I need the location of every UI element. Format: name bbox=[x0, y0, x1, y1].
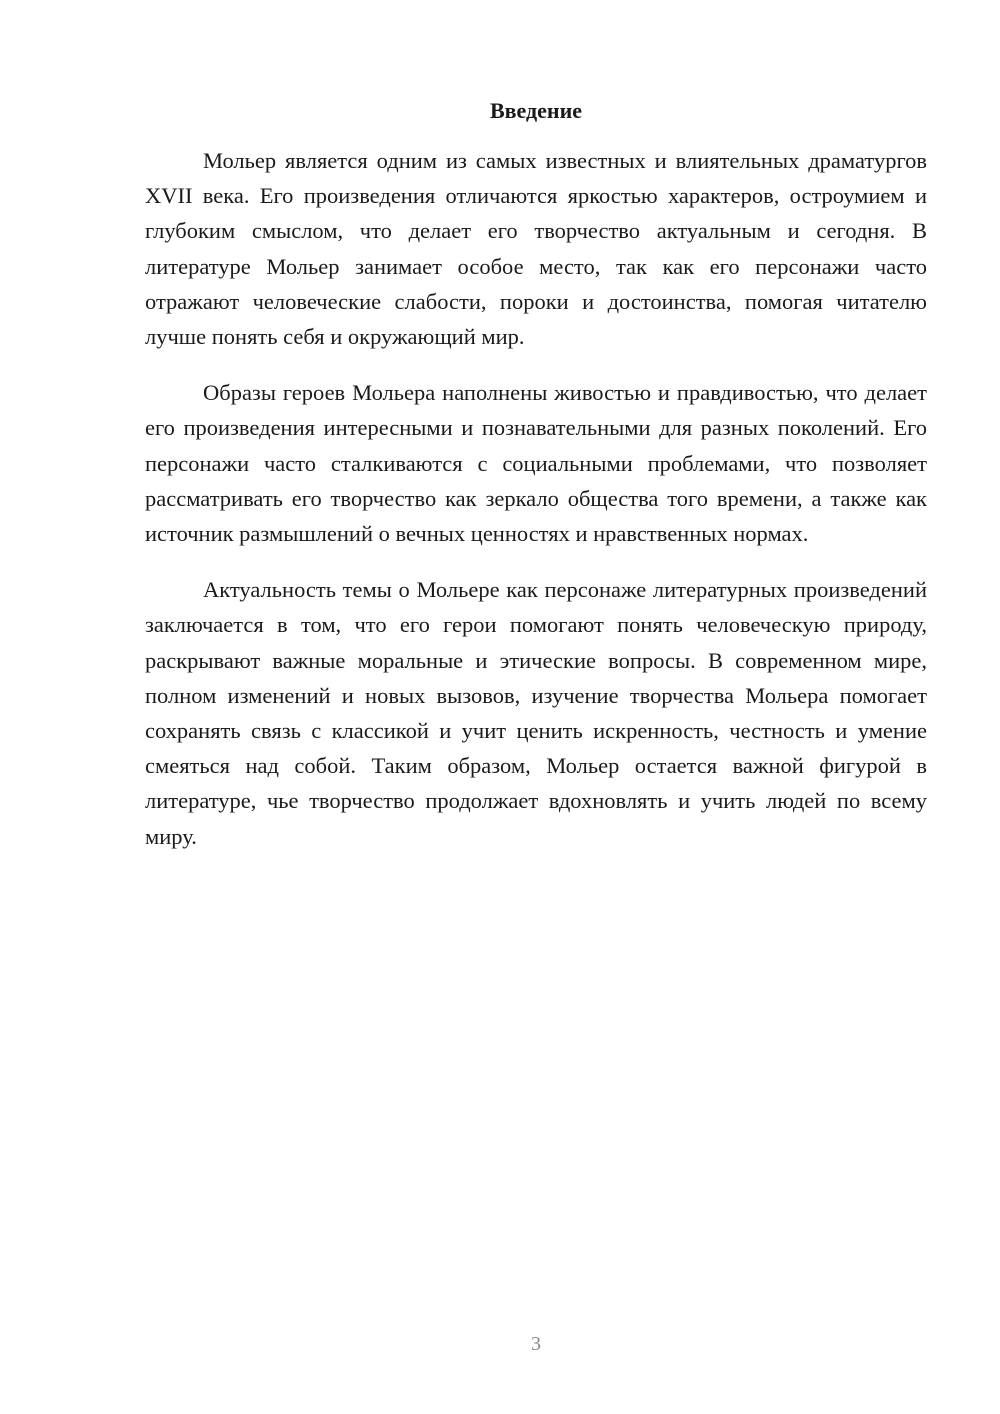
paragraph-3: Актуальность темы о Мольере как персонаже литературных произведений заключается в том, что его герои помогают понять человеческую природу, раскрывают важные моральные и этические вопросы. В современном мире, полном изменений и новых вызовов, изучение творчества Мольера помогает сохранять связь с классикой и учит ценить искренность, честность и умение смеяться над собой. Таким образом, Мольер остается важной фигурой в литературе, чье творчество продолжает вдохновлять и учить людей по всему миру. bbox=[145, 577, 927, 849]
page-number bbox=[0, 1333, 1000, 1356]
paragraph-1: Мольер является одним из самых известных и влиятельных драматургов XVII века. Его произведения отличаются яркостью характеров, остроумием и глубоким смыслом, что делает его творчество актуальным и сегодня. В литературе Мольер занимает особое место, так как его персонажи часто отражают человеческие слабости, пороки и достоинства, помогая читателю лучше понять себя и окружающий мир. bbox=[145, 148, 927, 350]
section-heading bbox=[145, 98, 927, 124]
body-text bbox=[145, 143, 927, 875]
section-heading-text: Введение bbox=[489, 98, 583, 123]
paragraph-2: Образы героев Мольера наполнены живостью и правдивостью, что делает его произведения интересными и познавательными для разных поколений. Его персонажи часто сталкиваются с социальными проблемами, что позволяет рассматривать его творчество как зеркало общества того времени, а также как источник размышлений о вечных ценностях и нравственных нормах. bbox=[145, 380, 927, 547]
page-number-text: 3 bbox=[531, 1333, 541, 1355]
